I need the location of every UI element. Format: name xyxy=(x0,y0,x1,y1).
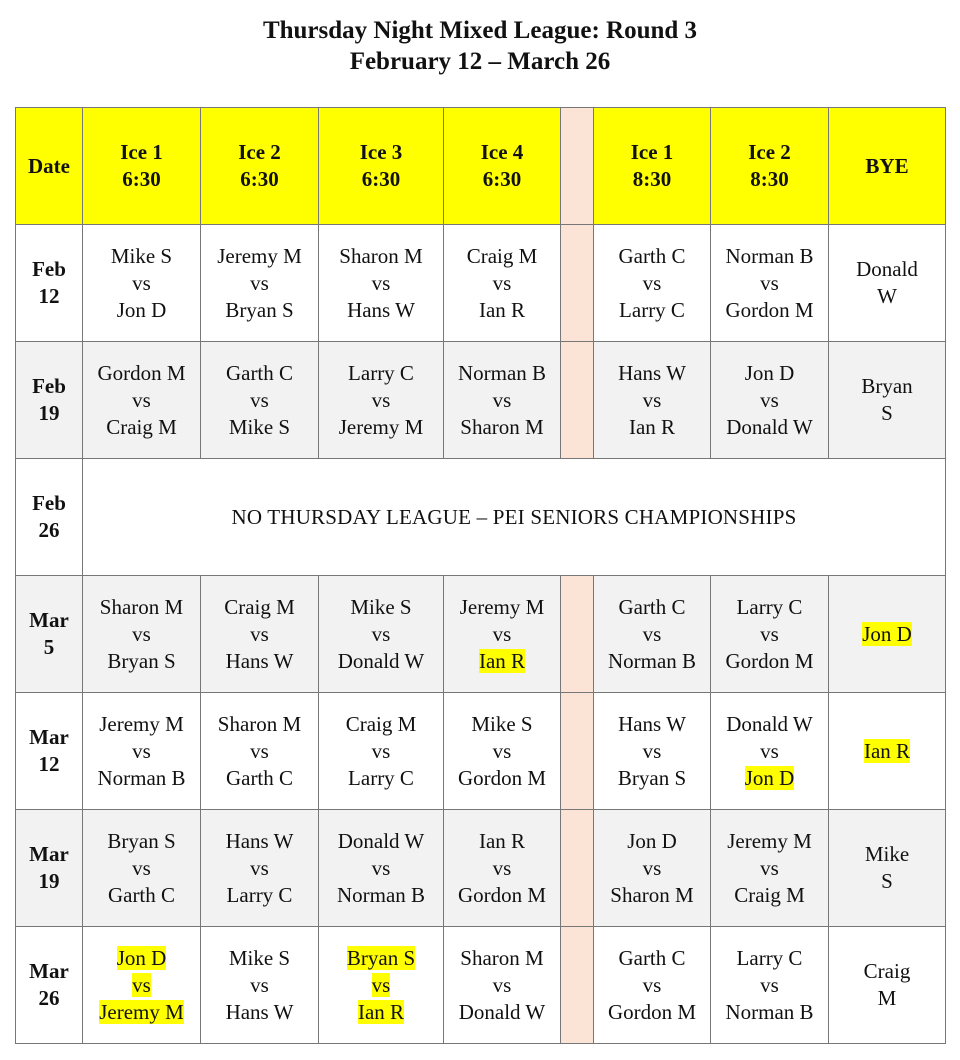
gap-column xyxy=(561,108,594,225)
game-cell: Larry C vs Norman B xyxy=(711,927,829,1044)
game-cell: Sharon M vs Garth C xyxy=(201,693,319,810)
gap-cell xyxy=(561,342,594,459)
date-cell: Mar 12 xyxy=(16,693,83,810)
game-cell: Norman B vs Gordon M xyxy=(711,225,829,342)
game-cell: Craig M vs Ian R xyxy=(444,225,561,342)
table-row xyxy=(16,576,946,693)
page-title: Thursday Night Mixed League: Round 3 xyxy=(262,17,698,44)
header-ice1-630: Ice 1 6:30 xyxy=(83,108,201,225)
game-cell: Donald W vs Norman B xyxy=(319,810,444,927)
game-cell: Sharon M vs Donald W xyxy=(444,927,561,1044)
gap-cell xyxy=(561,693,594,810)
header-ice3-630: Ice 3 6:30 xyxy=(319,108,444,225)
game-cell: Jeremy M vs Ian R xyxy=(444,576,561,693)
date-cell: Feb 12 xyxy=(16,225,83,342)
bye-cell: Bryan S xyxy=(829,342,946,459)
table-row xyxy=(16,342,946,459)
header-bye: BYE xyxy=(829,108,946,225)
highlighted-name: Ian R xyxy=(863,738,911,763)
game-cell xyxy=(319,927,444,1044)
game-cell: Jeremy M vs Norman B xyxy=(83,693,201,810)
highlighted-name: Ian R xyxy=(478,648,526,673)
game-cell: Craig M vs Larry C xyxy=(319,693,444,810)
table-row xyxy=(16,225,946,342)
highlighted-name: Ian R xyxy=(357,999,405,1024)
game-cell: Larry C vs Gordon M xyxy=(711,576,829,693)
page-subtitle: February 12 – March 26 xyxy=(349,48,611,75)
game-cell: Mike S vs Hans W xyxy=(201,927,319,1044)
header-ice4-630: Ice 4 6:30 xyxy=(444,108,561,225)
highlighted-name: Jon D xyxy=(744,765,795,790)
gap-cell xyxy=(561,927,594,1044)
no-league-notice: NO THURSDAY LEAGUE – PEI SENIORS CHAMPIONSHIPS xyxy=(83,459,946,576)
game-cell: Norman B vs Sharon M xyxy=(444,342,561,459)
bye-cell xyxy=(829,693,946,810)
gap-cell xyxy=(561,810,594,927)
game-cell: Larry C vs Jeremy M xyxy=(319,342,444,459)
game-cell: Hans W vs Bryan S xyxy=(594,693,711,810)
highlighted-vs: vs xyxy=(132,972,151,997)
date-cell: Feb 19 xyxy=(16,342,83,459)
highlighted-name: Jeremy M xyxy=(99,999,184,1024)
highlighted-name: Bryan S xyxy=(346,945,416,970)
bye-cell: Craig M xyxy=(829,927,946,1044)
header-row xyxy=(16,108,946,225)
header-ice2-830: Ice 2 8:30 xyxy=(711,108,829,225)
header-ice2-630: Ice 2 6:30 xyxy=(201,108,319,225)
schedule-table xyxy=(15,107,946,1044)
game-cell: Craig M vs Hans W xyxy=(201,576,319,693)
bye-cell: Mike S xyxy=(829,810,946,927)
table-row xyxy=(16,810,946,927)
highlighted-vs: vs xyxy=(371,972,391,997)
game-cell: Jon D vs Sharon M xyxy=(594,810,711,927)
table-row xyxy=(16,927,946,1044)
table-row xyxy=(16,459,946,576)
game-cell: Jeremy M vs Craig M xyxy=(711,810,829,927)
game-cell xyxy=(83,927,201,1044)
game-cell: Bryan S vs Garth C xyxy=(83,810,201,927)
table-row xyxy=(16,693,946,810)
header-date: Date xyxy=(16,108,83,225)
game-cell: Jon D vs Donald W xyxy=(711,342,829,459)
game-cell: Gordon M vs Craig M xyxy=(83,342,201,459)
game-cell: Donald W vs Jon D xyxy=(711,693,829,810)
date-cell: Mar 26 xyxy=(16,927,83,1044)
game-cell: Mike S vs Jon D xyxy=(83,225,201,342)
game-cell: Garth C vs Norman B xyxy=(594,576,711,693)
game-cell: Sharon M vs Hans W xyxy=(319,225,444,342)
date-cell: Mar 19 xyxy=(16,810,83,927)
header-ice1-830: Ice 1 8:30 xyxy=(594,108,711,225)
game-cell: Garth C vs Gordon M xyxy=(594,927,711,1044)
gap-cell xyxy=(561,225,594,342)
gap-cell xyxy=(561,576,594,693)
date-cell: Mar 5 xyxy=(16,576,83,693)
date-cell: Feb 26 xyxy=(16,459,83,576)
game-cell: Mike S vs Donald W xyxy=(319,576,444,693)
game-cell: Sharon M vs Bryan S xyxy=(83,576,201,693)
game-cell: Hans W vs Larry C xyxy=(201,810,319,927)
game-cell: Jeremy M vs Bryan S xyxy=(201,225,319,342)
game-cell: Hans W vs Ian R xyxy=(594,342,711,459)
game-cell: Garth C vs Mike S xyxy=(201,342,319,459)
highlighted-name: Jon D xyxy=(116,945,167,970)
bye-cell xyxy=(829,576,946,693)
game-cell: Mike S vs Gordon M xyxy=(444,693,561,810)
highlighted-name: Jon D xyxy=(862,621,912,646)
game-cell: Garth C vs Larry C xyxy=(594,225,711,342)
game-cell: Ian R vs Gordon M xyxy=(444,810,561,927)
bye-cell: Donald W xyxy=(829,225,946,342)
